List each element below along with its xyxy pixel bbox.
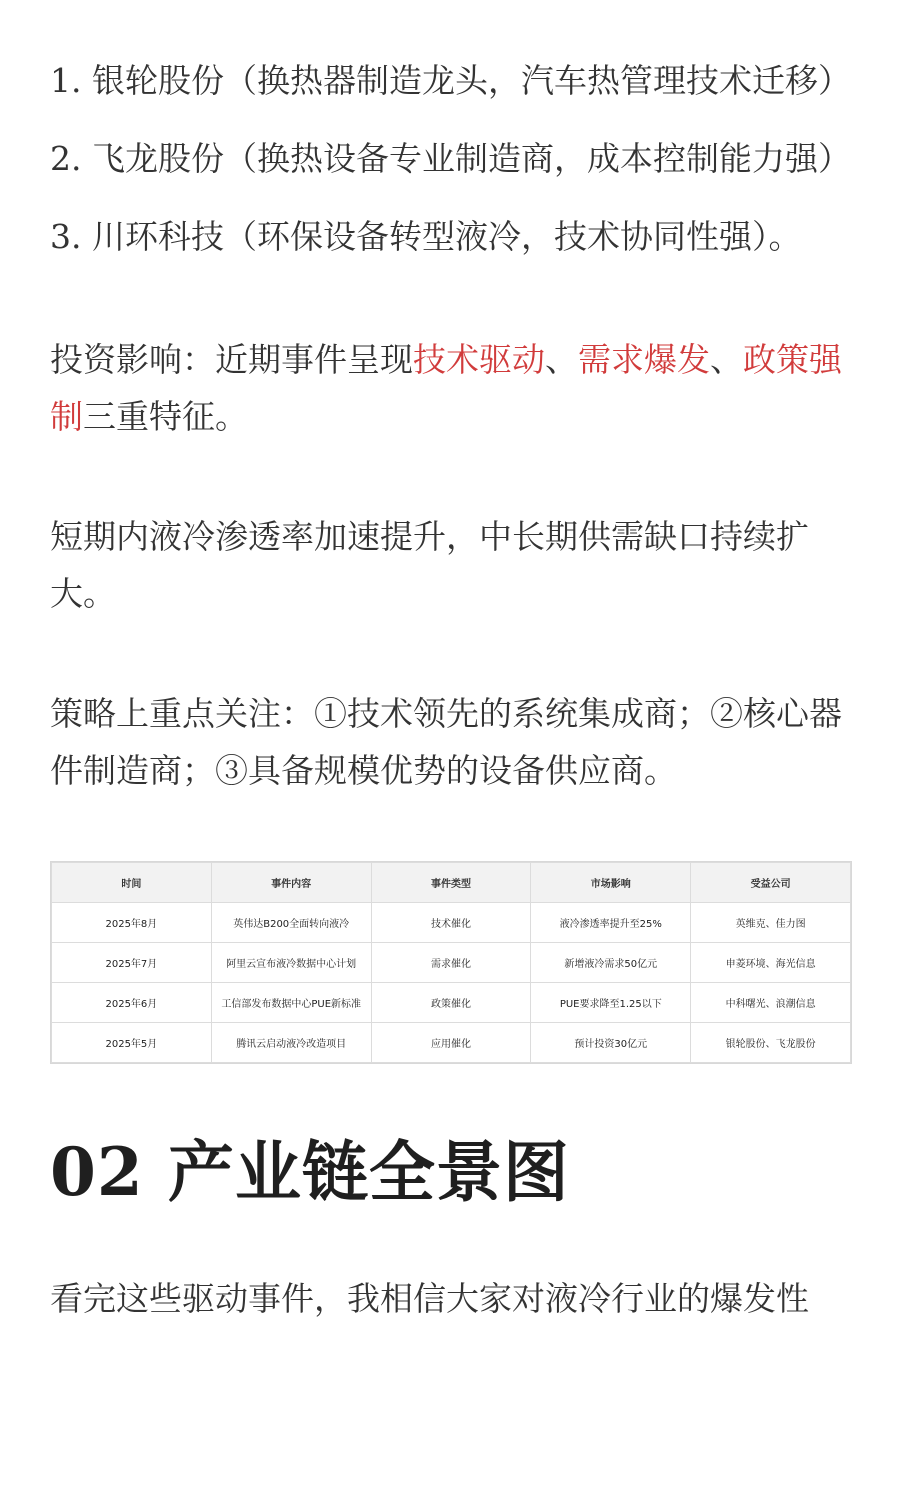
col-header-beneficiaries: 受益公司 <box>691 863 851 903</box>
invest-separator: 、 <box>545 340 578 379</box>
table-cell: 2025年5月 <box>52 1023 212 1063</box>
table-cell: 2025年8月 <box>52 903 212 943</box>
table-row <box>52 983 851 1023</box>
table-cell: 2025年6月 <box>52 983 212 1023</box>
strategy-paragraph: 策略上重点关注：①技术领先的系统集成商；②核心器件制造商；③具备规模优势的设备供应商。 <box>50 694 842 790</box>
highlight-tech-driven: 技术驱动 <box>413 340 545 379</box>
col-header-time: 时间 <box>52 863 212 903</box>
table-cell: 工信部发布数据中心PUE新标准 <box>211 983 371 1023</box>
beneficiary-list <box>50 52 850 265</box>
list-item <box>50 52 850 109</box>
list-number: 3. <box>50 217 82 256</box>
table-cell: 技术催化 <box>371 903 531 943</box>
table-cell: 液冷渗透率提升至25% <box>531 903 691 943</box>
col-header-type: 事件类型 <box>371 863 531 903</box>
intro-paragraph: 看完这些驱动事件，我相信大家对液冷行业的爆发性 <box>50 1279 809 1318</box>
table-cell: 中科曙光、浪潮信息 <box>691 983 851 1023</box>
table-header-row <box>52 863 851 903</box>
list-item <box>50 130 850 187</box>
table-cell: 腾讯云启动液冷改造项目 <box>211 1023 371 1063</box>
table-row <box>52 903 851 943</box>
table-cell: 英维克、佳力图 <box>691 903 851 943</box>
invest-prefix: 投资影响：近期事件呈现 <box>50 340 413 379</box>
events-table-image <box>50 861 852 1064</box>
table-cell: 应用催化 <box>371 1023 531 1063</box>
table-cell: 政策催化 <box>371 983 531 1023</box>
table-row <box>52 943 851 983</box>
table-cell: 预计投资30亿元 <box>531 1023 691 1063</box>
short-term-paragraph: 短期内液冷渗透率加速提升，中长期供需缺口持续扩大。 <box>50 517 809 613</box>
table-cell: 英伟达B200全面转向液冷 <box>211 903 371 943</box>
table-cell: 2025年7月 <box>52 943 212 983</box>
list-number: 1. <box>50 61 82 100</box>
section-heading: 02 产业链全景图 <box>50 1133 570 1211</box>
invest-suffix: 三重特征。 <box>83 397 248 436</box>
list-item <box>50 208 850 265</box>
table-cell: 银轮股份、飞龙股份 <box>691 1023 851 1063</box>
table-cell: 阿里云宣布液冷数据中心计划 <box>211 943 371 983</box>
events-table <box>51 862 851 1063</box>
highlight-policy-mandate: 政策强制 <box>50 340 842 436</box>
table-cell: PUE要求降至1.25以下 <box>531 983 691 1023</box>
investment-impact-paragraph <box>50 331 850 445</box>
list-number: 2. <box>50 139 82 178</box>
highlight-demand-boom: 需求爆发 <box>578 340 710 379</box>
table-cell: 新增液冷需求50亿元 <box>531 943 691 983</box>
table-row <box>52 1023 851 1063</box>
table-cell: 需求催化 <box>371 943 531 983</box>
article-body <box>50 0 850 1327</box>
list-item-text: 银轮股份（换热器制造龙头，汽车热管理技术迁移） <box>92 61 851 100</box>
col-header-impact: 市场影响 <box>531 863 691 903</box>
table-cell: 申菱环境、海光信息 <box>691 943 851 983</box>
invest-separator: 、 <box>710 340 743 379</box>
list-item-text: 川环科技（环保设备转型液冷，技术协同性强）。 <box>92 217 802 256</box>
list-item-text: 飞龙股份（换热设备专业制造商，成本控制能力强） <box>92 139 851 178</box>
col-header-event: 事件内容 <box>211 863 371 903</box>
